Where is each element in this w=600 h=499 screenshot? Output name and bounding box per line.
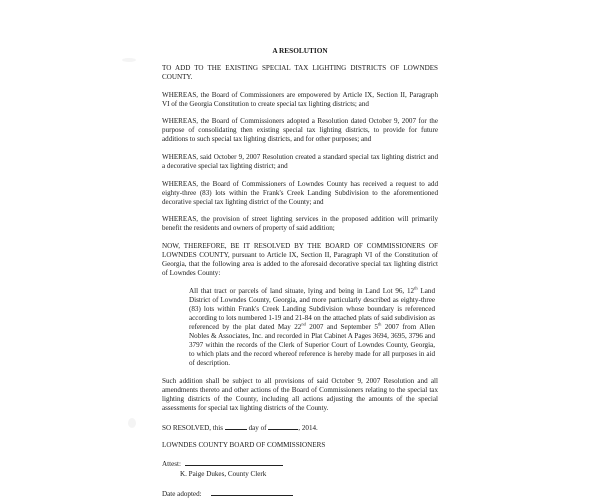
whereas-clause: WHEREAS, the provision of street lighting services in the proposed addition will primarily benefit the residents and owners of property of said addition;: [162, 215, 438, 233]
scan-artifact: [122, 58, 136, 62]
attest-label: Attest:: [162, 460, 181, 469]
clerk-name: K. Paige Dukes, County Clerk: [180, 469, 267, 478]
date-adopted-blank: [211, 488, 293, 496]
legal-text: All that tract or parcels of land situate, lying and being in Land Lot 96, 12: [189, 286, 415, 295]
resolution-document: [162, 46, 438, 499]
ordinal-suffix: nd: [301, 321, 306, 327]
whereas-clause: WHEREAS, the Board of Commissioners adopted a Resolution dated October 9, 2007 for the purpose of consolidating then existing special tax lighting districts, to provide for future additions to such special tax lighting districts, and for other purposes; and: [162, 117, 438, 144]
ordinal-suffix: th: [377, 321, 382, 327]
scan-artifact: [128, 418, 136, 428]
addition-clause: Such addition shall be subject to all provisions of said October 9, 2007 Resolution and all amendments thereto and other actions of the Board of Commissioners relating to the special tax lighting districts of the County, including all actions adjusting the amounts of the special assessments for special tax lighting districts of the County.: [162, 376, 438, 413]
whereas-clause: WHEREAS, the Board of Commissioners are empowered by Article IX, Section II, Paragraph VI of the Georgia Constitution to create special tax lighting districts; and: [162, 90, 438, 108]
so-resolved-middle: day of: [246, 423, 269, 432]
legal-description: [162, 287, 438, 369]
whereas-clause: WHEREAS, the Board of Commissioners of Lowndes County has received a request to add eighty-three (83) lots within the Frank's Creek Landing Subdivision to the aforementioned decorative special tax lighting district of the County; and: [162, 179, 438, 206]
document-subtitle: TO ADD TO THE EXISTING SPECIAL TAX LIGHTING DISTRICTS OF LOWNDES COUNTY.: [162, 64, 438, 82]
resolved-clause: NOW, THEREFORE, BE IT RESOLVED BY THE BOARD OF COMMISSIONERS OF LOWNDES COUNTY, pursuant to Article IX, Section II, Paragraph VI of the Constitution of Georgia, that the following area is added to the aforesaid decorative special tax lighting district of Lowndes County:: [162, 241, 438, 278]
legal-text: 2007 and September 5: [305, 322, 378, 331]
document-title: A RESOLUTION: [272, 46, 328, 55]
ordinal-suffix: th: [414, 285, 418, 291]
so-resolved-suffix: , 2014.: [298, 423, 318, 432]
attest-signature-line: [185, 458, 283, 466]
so-resolved-line: [162, 422, 438, 433]
date-adopted-label: Date adopted:: [162, 489, 202, 498]
day-blank: [225, 422, 247, 430]
legal-text: Land District of Lowndes County, Georgia, and more particularly described as eighty-three (83) lots within Frank's Creek Landing Subdivision whose boundary is referenced according to lots numbered 1-19 and 21-84 on the attached plats of said subdivision as referenced by the plat dated May 22: [189, 286, 435, 331]
so-resolved-prefix: SO RESOLVED, this: [162, 423, 225, 432]
whereas-clause: WHEREAS, said October 9, 2007 Resolution created a standard special tax lighting district and a decorative special tax lighting district; and: [162, 152, 438, 171]
attest-line: [162, 458, 438, 469]
month-blank: [268, 422, 298, 430]
date-adopted-line: [162, 488, 438, 499]
legal-text: 2007 from Allen Nobles & Associates, Inc. and recorded in Plat Cabinet A Pages 3694, 3695, 3796 and 3797 within the records of the Clerk of Superior Court of Lowndes County, Georgia, to which plats and the record whereof reference is hereby made for all purposes in aid of description.: [189, 322, 436, 368]
board-name: LOWNDES COUNTY BOARD OF COMMISSIONERS: [162, 441, 326, 449]
